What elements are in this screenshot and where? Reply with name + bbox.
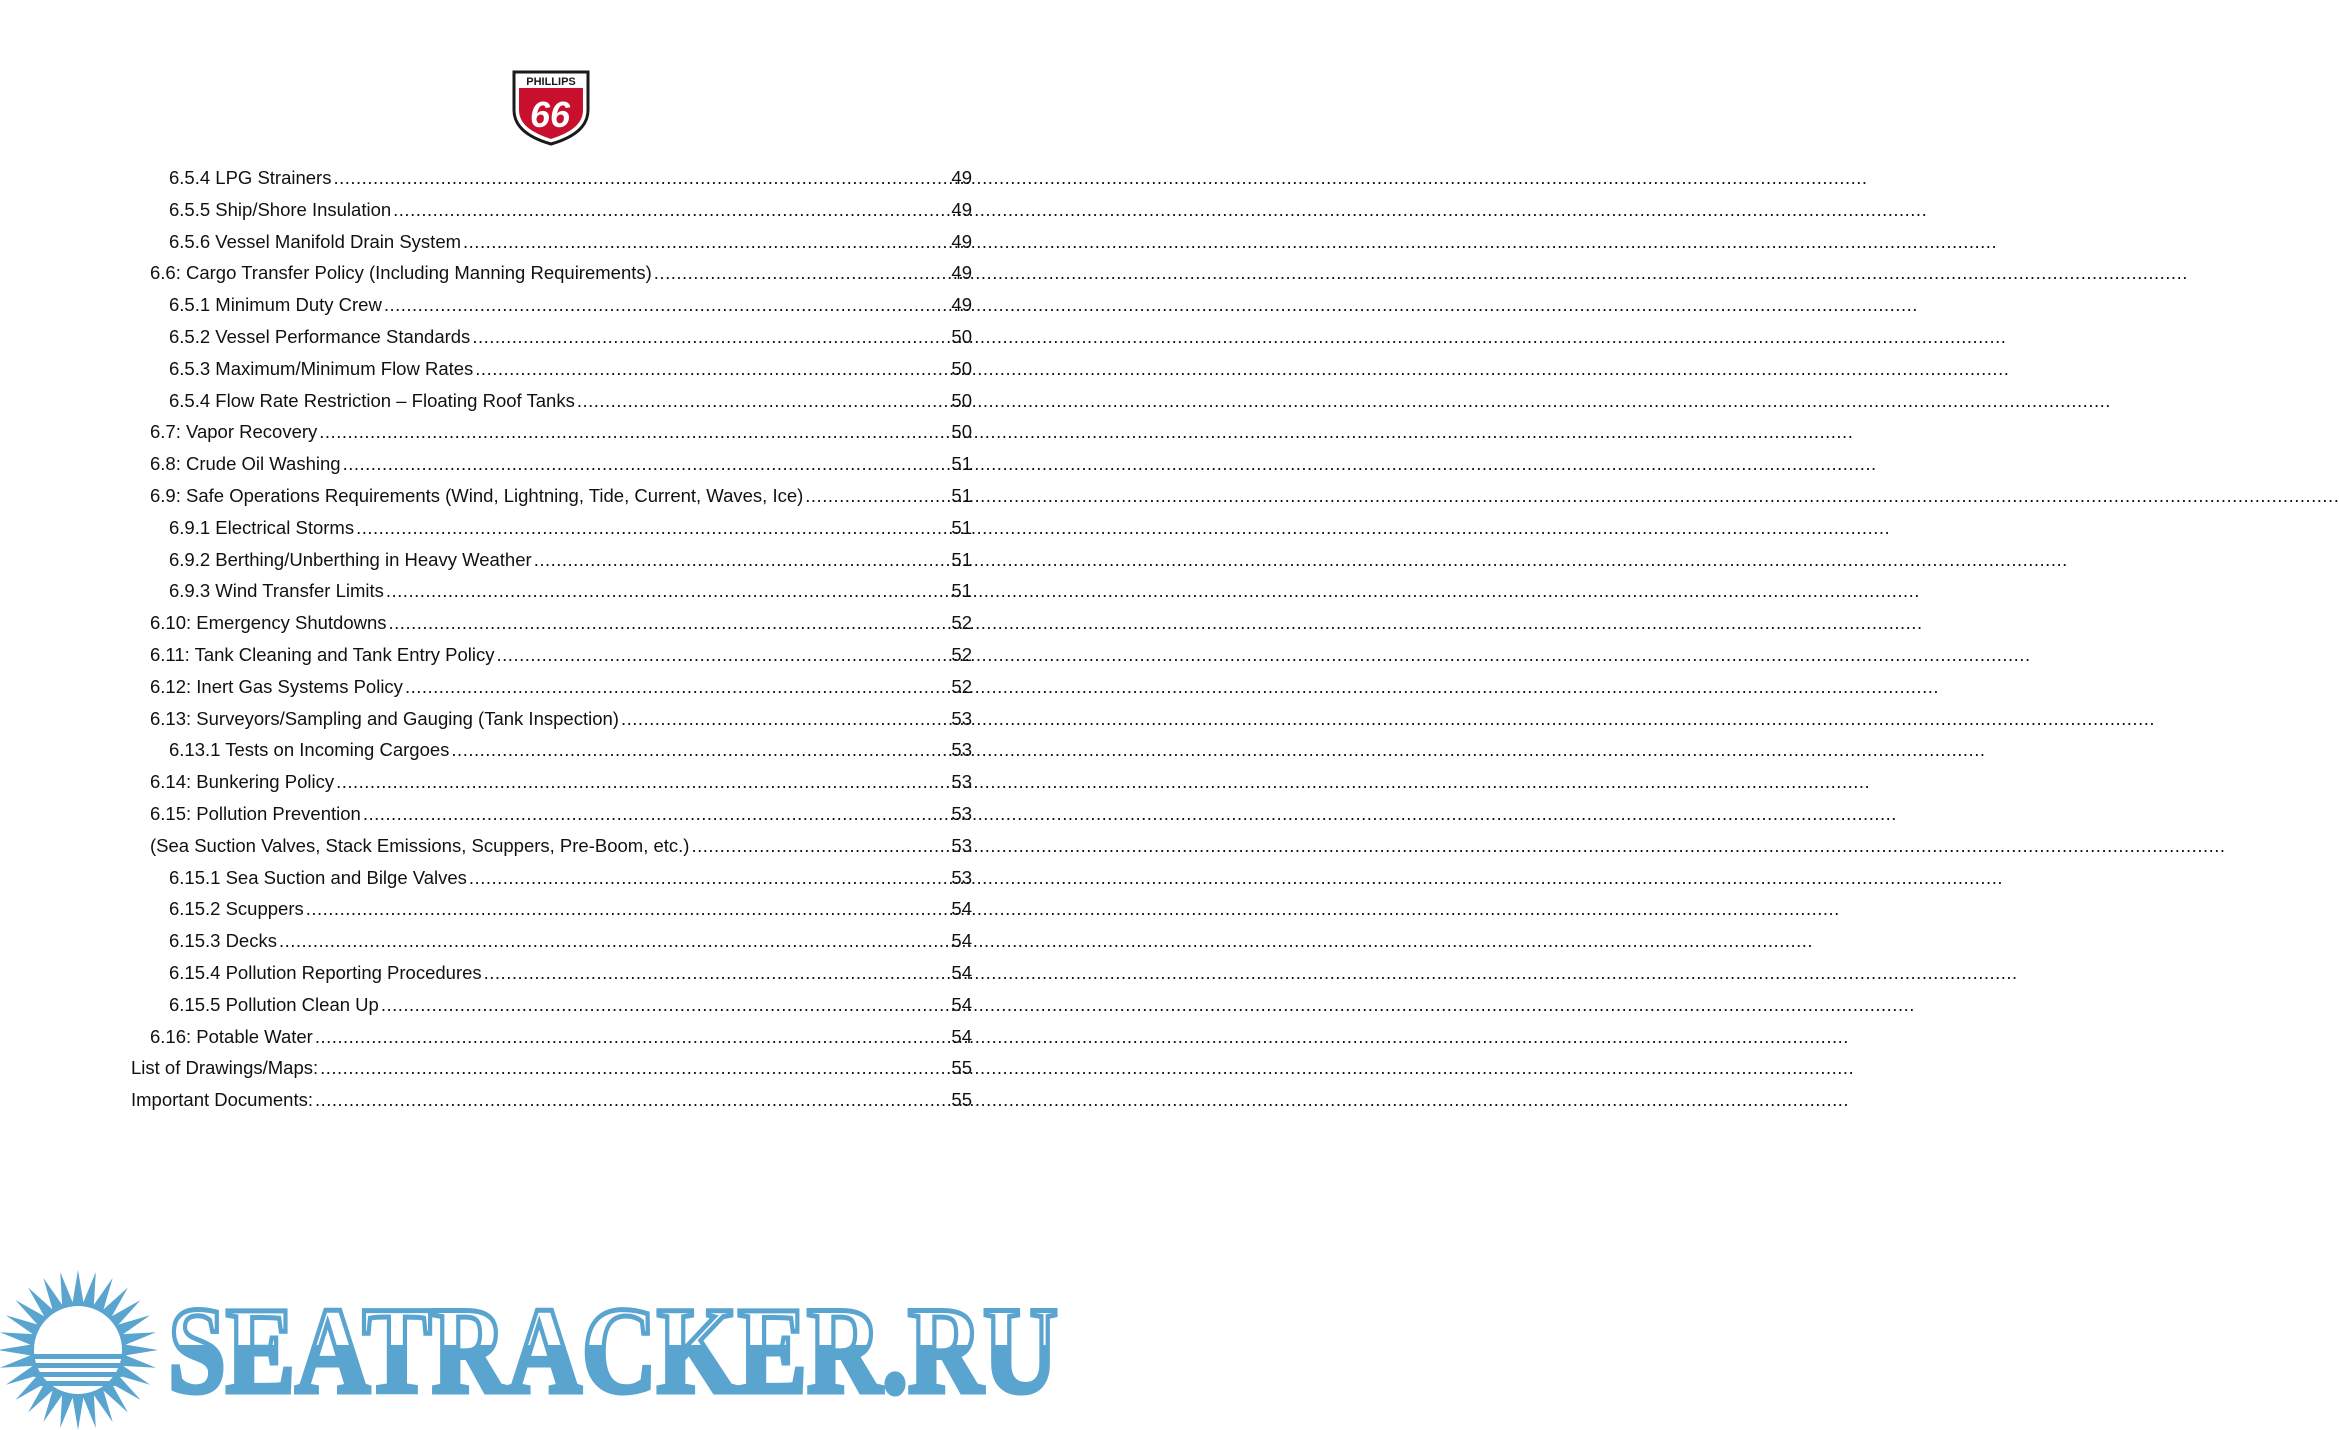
toc-entry-page: 53 [951,803,972,824]
toc-entry-label: 6.8: Crude Oil Washing [150,453,341,475]
toc-entry-label: 6.5.4 Flow Rate Restriction – Floating Roof Tanks [169,389,575,411]
toc-dot-leader [689,834,951,858]
toc-dot-leader [449,738,951,762]
toc-dot-leader [387,611,952,635]
toc-entry[interactable] [150,261,972,285]
toc-entry[interactable] [169,548,972,572]
logo-text-top: PHILLIPS [526,76,576,88]
toc-entry-page: 51 [951,516,972,538]
toc-dot-leader [391,198,951,222]
toc-entry-page: 50 [951,389,972,411]
toc-entry-label: 6.15.1 Sea Suction and Bilge Valves [169,866,467,888]
toc-entry-page: 49 [951,198,972,220]
toc-entry-label: 6.15.4 Pollution Reporting Procedures [169,962,482,983]
toc-entry[interactable] [131,1088,972,1112]
toc-entry-label: 6.5.2 Vessel Performance Standards [169,326,471,347]
toc-dot-leader [318,1056,951,1080]
sun-disc [34,1306,122,1394]
toc-entry[interactable] [169,166,972,190]
toc-entry-label: 6.5.5 Ship/Shore Insulation [169,198,392,220]
toc-entry-label: 6.13: Surveyors/Sampling and Gauging (Tank Inspection) [150,707,619,729]
toc-entry-page: 51 [951,548,972,570]
toc-dot-leader [803,484,951,508]
toc-entry-page: 49 [951,294,972,316]
toc-entry-label: 6.9: Safe Operations Requirements (Wind, Lightning, Tide, Current, Waves, Ice) [150,485,804,506]
toc-entry-page: 53 [951,771,972,793]
toc-entry[interactable] [169,516,972,540]
toc-dot-leader [473,357,951,381]
toc-entry-page: 53 [951,834,972,856]
toc-entry-label: 6.13.1 Tests on Incoming Cargoes [169,739,450,761]
toc-entry[interactable] [150,1025,972,1049]
toc-dot-leader [341,452,952,476]
toc-entry-page: 54 [951,930,972,952]
toc-entry-label: 6.9.2 Berthing/Unberthing in Heavy Weather [169,548,532,570]
toc-entry-label: Important Documents: [131,1089,313,1111]
toc-dot-leader [575,389,952,413]
toc-entry[interactable] [150,643,972,667]
toc-entry[interactable] [169,579,972,603]
toc-entry[interactable] [169,293,972,317]
toc-entry-label: 6.5.4 LPG Strainers [169,167,332,188]
toc-dot-leader [379,993,952,1017]
sun-water-stripe [34,1381,122,1386]
toc-entry-label: 6.11: Tank Cleaning and Tank Entry Policy [150,644,495,665]
toc-dot-leader [652,261,952,285]
toc-entry-label: 6.15.3 Decks [169,930,277,952]
sun-water-stripe [34,1354,122,1359]
phillips-66-logo [508,66,594,146]
toc-entry-label: 6.15.2 Scuppers [169,898,304,920]
toc-entry[interactable] [169,929,972,953]
sun-water-stripe [34,1363,122,1368]
toc-entry[interactable] [169,325,972,349]
toc-entry[interactable] [150,452,972,476]
toc-entry-label: 6.14: Bunkering Policy [150,771,335,793]
toc-entry-page: 52 [951,644,972,665]
toc-dot-leader [470,325,951,349]
toc-entry[interactable] [150,420,972,444]
toc-entry-page: 53 [951,707,972,729]
toc-entry[interactable] [131,1056,972,1080]
toc-dot-leader [354,516,951,540]
toc-dot-leader [384,579,952,603]
toc-entry-label: 6.15.5 Pollution Clean Up [169,993,379,1015]
toc-entry-page: 54 [951,1025,972,1047]
toc-dot-leader [334,770,951,794]
toc-entry[interactable] [150,770,972,794]
toc-dot-leader [382,293,952,317]
toc-dot-leader [619,707,951,731]
toc-entry-page: 51 [951,580,972,602]
toc-entry-label: 6.9.1 Electrical Storms [169,516,355,538]
toc-dot-leader [495,643,952,667]
toc-entry[interactable] [169,230,972,254]
toc-entry-page: 50 [951,326,972,347]
toc-entry[interactable] [169,738,972,762]
toc-entry[interactable] [169,357,972,381]
toc-entry-label: 6.10: Emergency Shutdowns [150,612,387,634]
toc-entry-page: 51 [951,485,972,506]
seatracker-watermark [0,1262,1080,1425]
watermark-text: SEATRACKER.RU [168,1282,1058,1419]
toc-entry-page: 54 [951,898,972,920]
toc-entry-label: 6.9.3 Wind Transfer Limits [169,580,384,602]
toc-entry-label: List of Drawings/Maps: [131,1057,319,1079]
toc-dot-leader [304,897,952,921]
toc-dot-leader [532,548,952,572]
toc-entry-page: 54 [951,993,972,1015]
toc-entry[interactable] [169,993,972,1017]
toc-entry-page: 49 [951,230,972,252]
toc-entry-page: 52 [951,612,972,634]
toc-entry-label: 6.16: Potable Water [150,1025,313,1047]
toc-entry[interactable] [169,897,972,921]
toc-entry-label: 6.5.6 Vessel Manifold Drain System [169,230,462,252]
toc-entry[interactable] [169,198,972,222]
toc-entry[interactable] [150,802,972,826]
toc-entry[interactable] [150,834,972,858]
toc-entry[interactable] [169,961,972,985]
toc-entry-page: 49 [951,167,972,188]
toc-entry[interactable] [150,611,972,635]
toc-dot-leader [331,166,951,190]
logo-text-big: 66 [529,94,571,135]
toc-entry-page: 52 [951,675,972,697]
toc-entry-page: 54 [951,962,972,983]
toc-dot-leader [403,675,951,699]
toc-dot-leader [277,929,951,953]
toc-entry-page: 55 [951,1057,972,1079]
sun-water-stripe [34,1372,122,1377]
toc-dot-leader [313,1025,952,1049]
toc-entry-label: 6.15: Pollution Prevention [150,803,361,824]
sun-icon [0,1270,158,1430]
toc-dot-leader [361,802,952,826]
toc-entry-page: 50 [951,421,972,443]
toc-entry-page: 51 [951,453,972,475]
toc-entry-label: 6.7: Vapor Recovery [150,421,318,443]
watermark-svg [0,1262,1080,1425]
toc-dot-leader [317,420,951,444]
toc-dot-leader [313,1088,951,1112]
toc-entry-label: (Sea Suction Valves, Stack Emissions, Scuppers, Pre-Boom, etc.) [150,834,690,856]
toc-entry-label: 6.5.3 Maximum/Minimum Flow Rates [169,357,474,379]
toc-entry-label: 6.6: Cargo Transfer Policy (Including Manning Requirements) [150,262,652,284]
toc-entry-page: 53 [951,739,972,761]
toc-entry-label: 6.12: Inert Gas Systems Policy [150,675,403,697]
toc-dot-leader [482,961,952,985]
shield-icon [508,66,594,146]
toc-entry[interactable] [150,675,972,699]
toc-entry-page: 50 [951,357,972,379]
toc-entry-page: 49 [951,262,972,284]
toc-entry-page: 55 [951,1089,972,1111]
toc-entry[interactable] [169,866,972,890]
toc-entry[interactable] [150,707,972,731]
toc-entry-page: 53 [951,866,972,888]
toc-dot-leader [467,866,952,890]
toc-entry[interactable] [150,484,972,508]
toc-entry-label: 6.5.1 Minimum Duty Crew [169,294,382,316]
toc-dot-leader [461,230,951,254]
toc-entry[interactable] [169,389,972,413]
